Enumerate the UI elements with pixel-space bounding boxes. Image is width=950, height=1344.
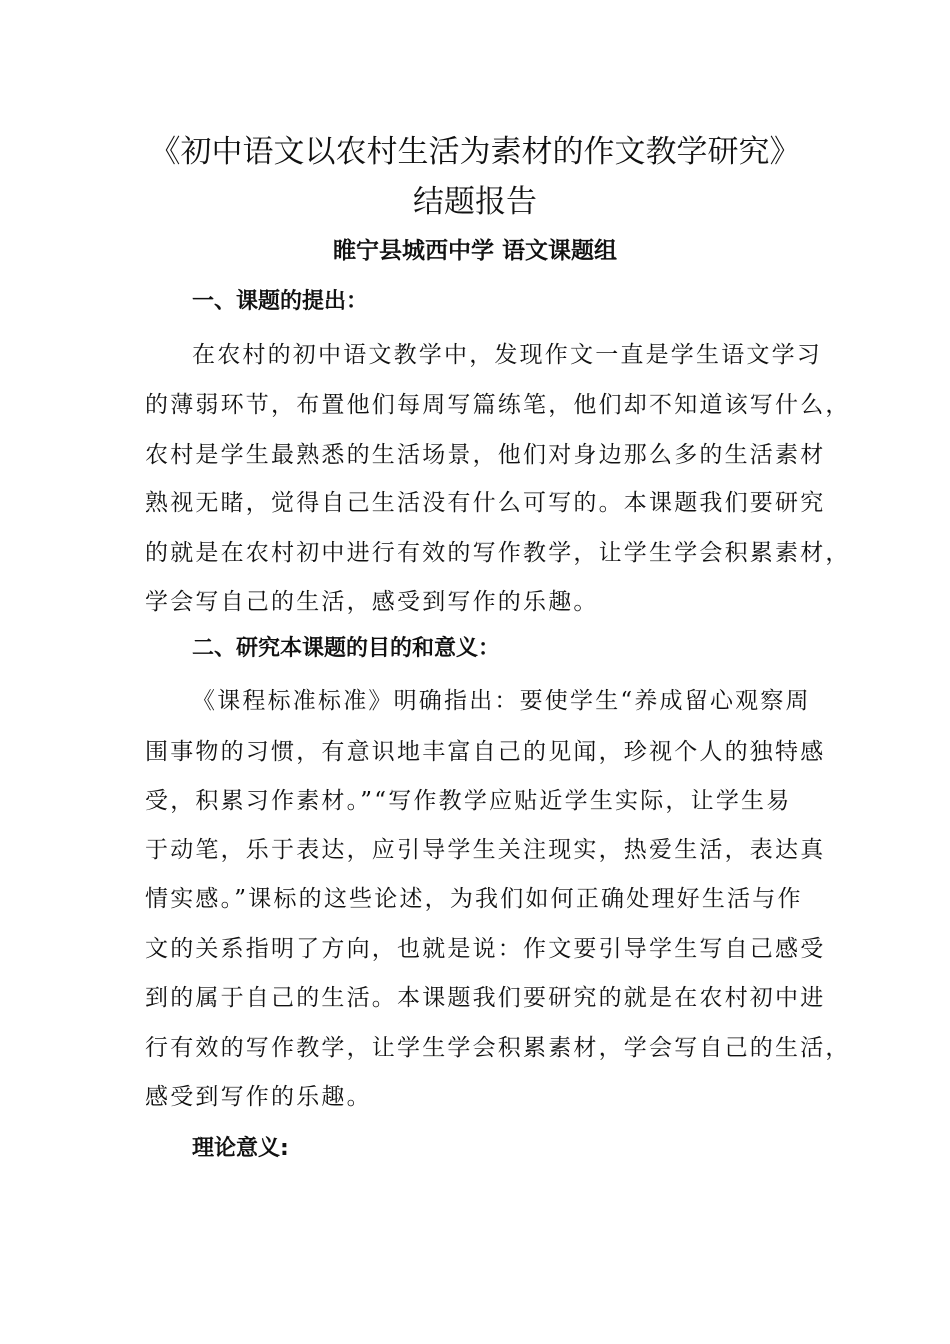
paragraph-line: 农村是学生最熟悉的生活场景，他们对身边那么多的生活素材: [145, 442, 826, 468]
section-heading-theory: 理论意义:: [192, 1136, 289, 1161]
paragraph-line: 文的关系指明了方向，也就是说：作文要引导学生写自己感受: [145, 936, 826, 962]
paragraph-line: 在农村的初中语文教学中，发现作文一直是学生语文学习: [192, 342, 822, 368]
paragraph-line: 《课程标准标准》明确指出：要使学生“养成留心观察周: [192, 688, 811, 714]
author-byline: 睢宁县城西中学 语文课题组: [332, 238, 617, 264]
document-title: 《初中语文以农村生活为素材的作文教学研究》: [149, 134, 801, 170]
paragraph-line: 行有效的写作教学，让学生学会积累素材，学会写自己的生活，: [145, 1035, 851, 1061]
paragraph-line: 情实感。”课标的这些论述，为我们如何正确处理好生活与作: [145, 886, 803, 912]
paragraph-line: 熟视无睹，觉得自己生活没有什么可写的。本课题我们要研究: [145, 490, 826, 516]
paragraph-line: 的就是在农村初中进行有效的写作教学，让学生学会积累素材，: [145, 540, 851, 566]
section-heading-purpose: 二、研究本课题的目的和意义：: [192, 636, 501, 661]
paragraph-line: 学会写自己的生活，感受到写作的乐趣。: [145, 589, 599, 615]
paragraph-line: 于动笔，乐于表达，应引导学生关注现实，热爱生活，表达真: [145, 837, 826, 863]
paragraph-line: 感受到写作的乐趣。: [145, 1084, 372, 1110]
document-subtitle: 结题报告: [413, 184, 537, 220]
paragraph-line: 围事物的习惯，有意识地丰富自己的见闻，珍视个人的独特感: [145, 739, 826, 765]
paragraph-line: 到的属于自己的生活。本课题我们要研究的就是在农村初中进: [145, 985, 826, 1011]
paragraph-line: 的薄弱环节，布置他们每周写篇练笔，他们却不知道该写什么，: [145, 392, 851, 418]
paragraph-line: 受，积累习作素材。”“写作教学应贴近学生实际，让学生易: [145, 788, 792, 814]
section-heading-proposal: 一、课题的提出：: [192, 289, 369, 314]
